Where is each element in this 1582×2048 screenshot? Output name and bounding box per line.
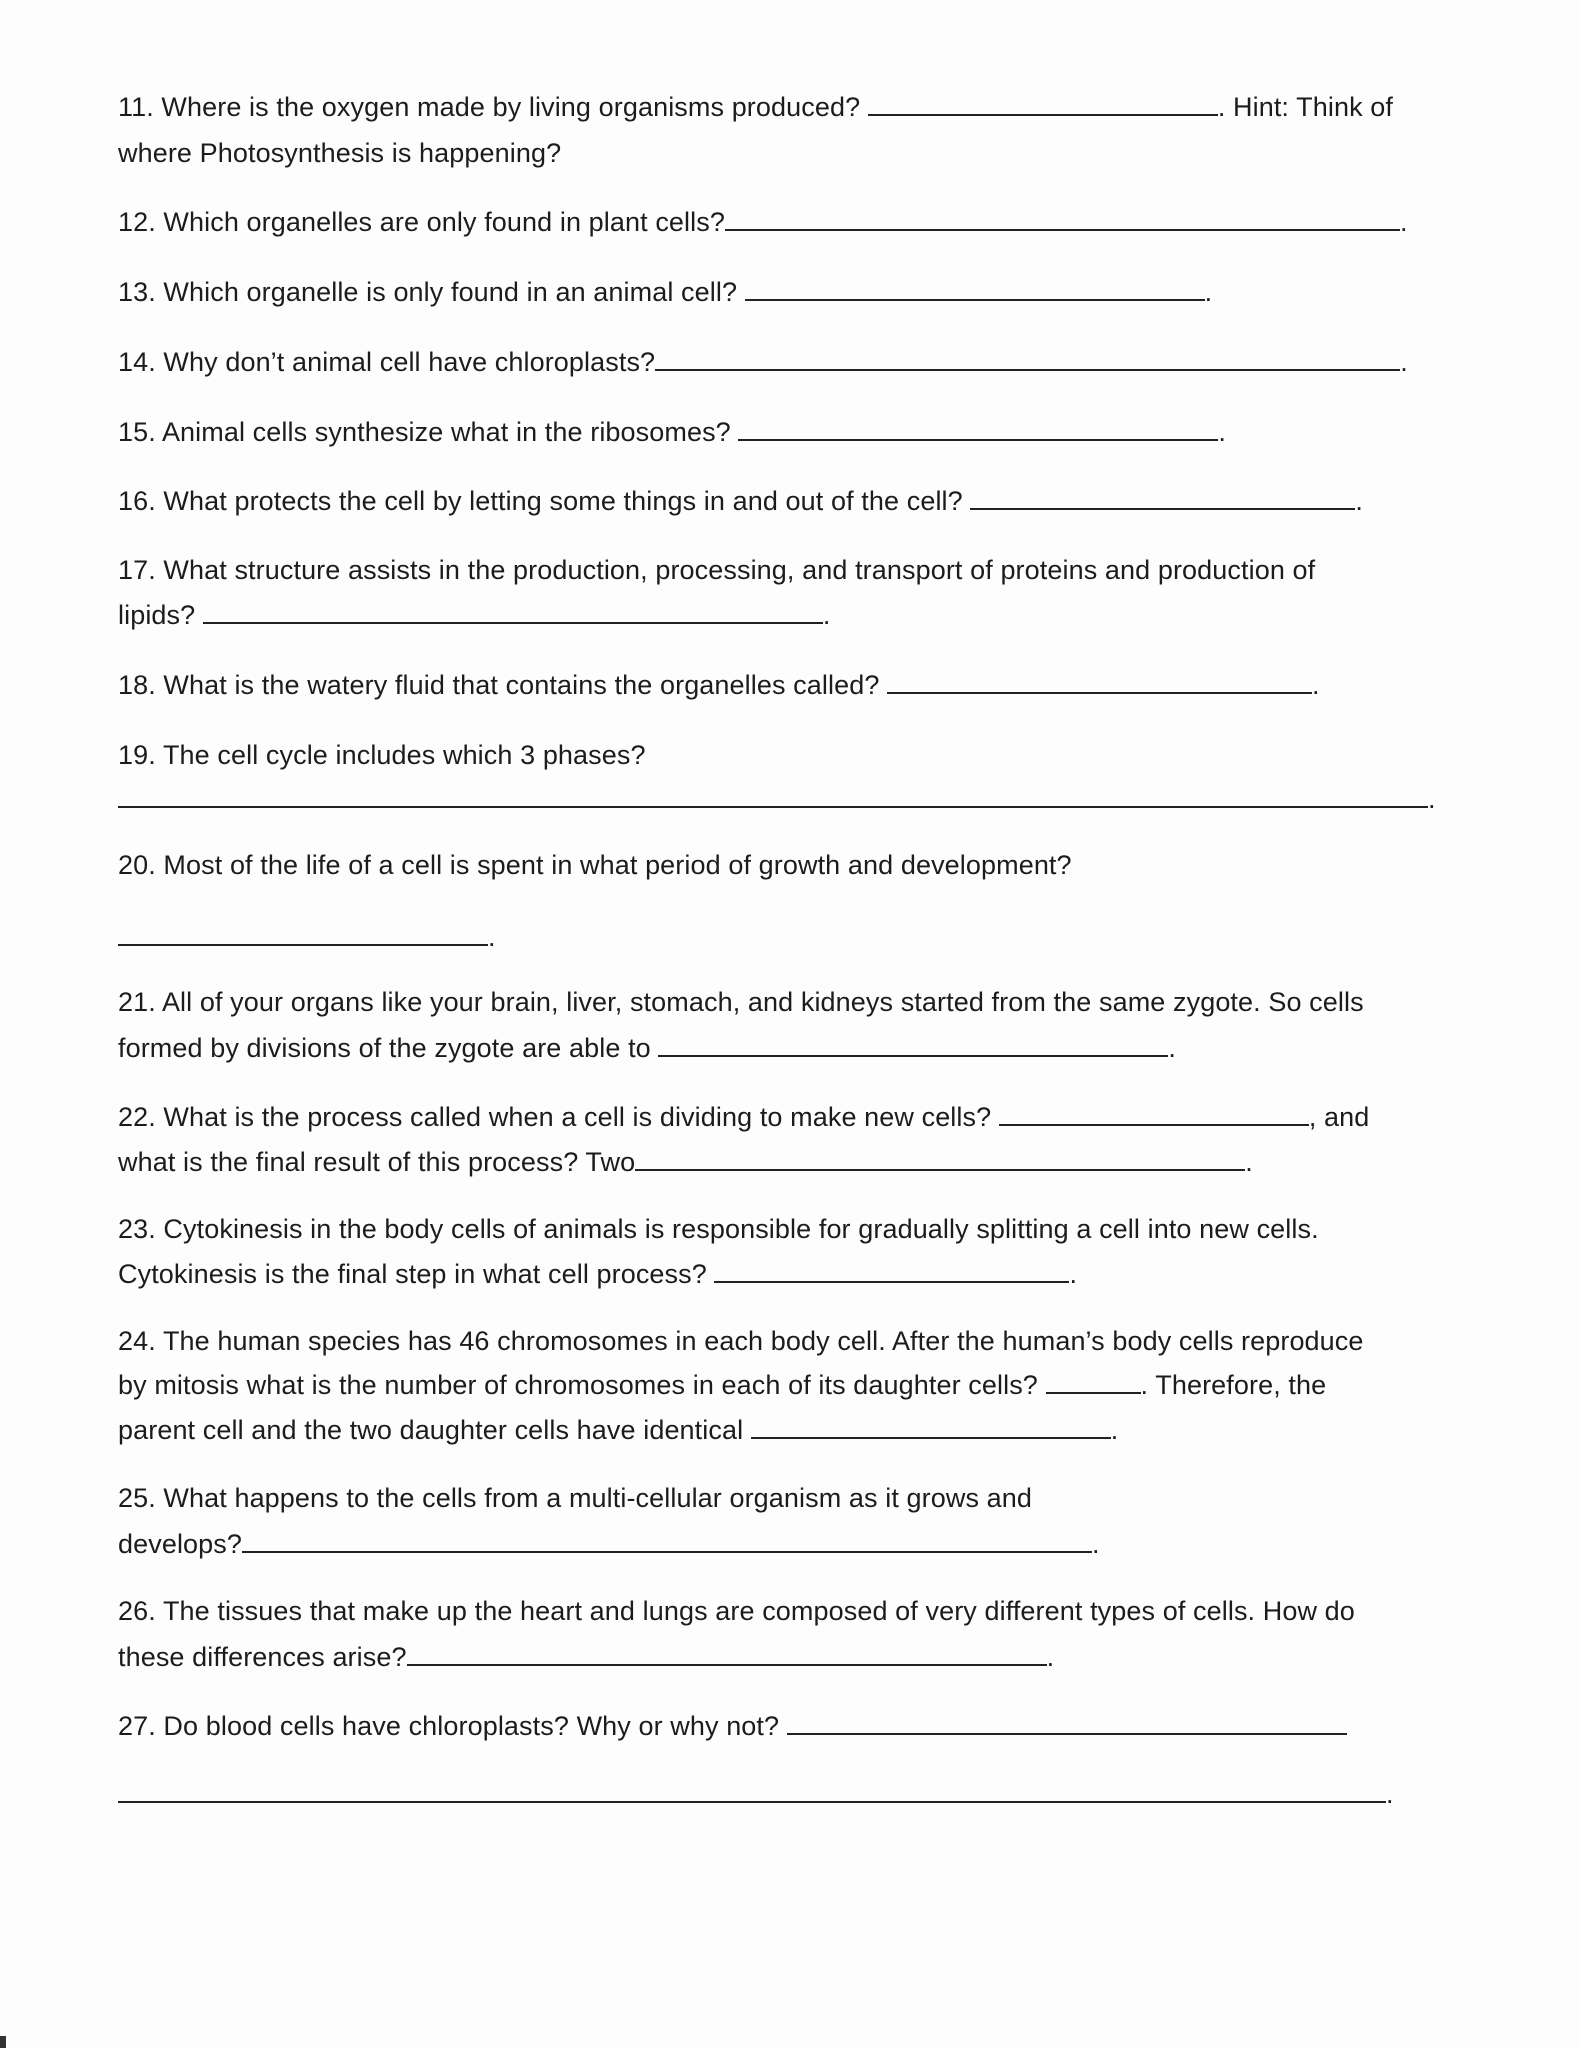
q26-text-cont: these differences arise? (118, 1642, 407, 1672)
q15-period: . (1218, 417, 1227, 447)
q25-period: . (1092, 1529, 1100, 1559)
q11-text: 11. Where is the oxygen made by living organisms produced? (118, 92, 868, 122)
q14-answer-blank[interactable] (655, 347, 1400, 371)
q21-line-1 (118, 985, 1364, 1019)
q19-answer-blank[interactable] (118, 784, 1428, 808)
q26-text: 26. The tissues that make up the heart and lungs are composed of very different types of cells. How do (118, 1596, 1355, 1626)
q23-text: 23. Cytokinesis in the body cells of animals is responsible for gradually splitting a cell into new cells. (118, 1214, 1319, 1244)
q26-line-1 (118, 1594, 1355, 1628)
q17-line-2 (118, 598, 830, 632)
q21-answer-blank[interactable] (658, 1033, 1168, 1057)
q11-hint: . Hint: Think of (1217, 92, 1393, 122)
q14-text: 14. Why don’t animal cell have chloroplasts? (118, 347, 656, 377)
q20-answer-blank[interactable] (118, 922, 488, 946)
q15-text: 15. Animal cells synthesize what in the ribosomes? (118, 417, 739, 447)
q22-text: 22. What is the process called when a cell is dividing to make new cells? (118, 1102, 999, 1132)
q21-period: . (1168, 1033, 1177, 1063)
q27-line-1 (118, 1709, 1347, 1743)
q27-answer-line (118, 1777, 1394, 1811)
q15-answer-blank[interactable] (738, 417, 1218, 441)
q26-line-2 (118, 1640, 1054, 1674)
q23-line-2 (118, 1257, 1077, 1291)
q12-text: 12. Which organelles are only found in plant cells? (118, 207, 725, 237)
q18-answer-blank[interactable] (887, 670, 1312, 694)
q21-line-2 (118, 1031, 1176, 1065)
q18-text: 18. What is the watery fluid that contains the organelles called? (118, 670, 888, 700)
q24-text-end: parent cell and the two daughter cells have identical (118, 1415, 751, 1445)
q23-answer-blank[interactable] (714, 1259, 1069, 1283)
q27-text: 27. Do blood cells have chloroplasts? Why or why not? (118, 1711, 787, 1741)
q12-period: . (1399, 207, 1408, 237)
q19-answer-line (118, 782, 1436, 816)
q18-period: . (1312, 670, 1320, 700)
q13-period: . (1204, 277, 1213, 307)
q20-line (118, 848, 1072, 882)
q25-answer-blank[interactable] (242, 1529, 1092, 1553)
q12-line (118, 205, 1408, 239)
q22-result-blank[interactable] (635, 1147, 1245, 1171)
q11-line-2 (118, 136, 561, 170)
q19-line (118, 738, 646, 772)
q17-answer-blank[interactable] (203, 600, 823, 624)
q17-line-1 (118, 553, 1315, 587)
q22-text-cont: what is the final result of this process? Two (118, 1147, 636, 1177)
q16-period: . (1355, 486, 1363, 516)
q13-line (118, 275, 1212, 309)
q27-answer-blank-2[interactable] (118, 1779, 1386, 1803)
q21-text-cont: formed by divisions of the zygote are able to (118, 1033, 659, 1063)
q17-text-cont: lipids? (118, 600, 203, 630)
q23-line-1 (118, 1212, 1319, 1246)
q19-period: . (1428, 784, 1436, 814)
q11-answer-blank[interactable] (868, 92, 1218, 116)
q12-answer-blank[interactable] (725, 207, 1400, 231)
q19-text: 19. The cell cycle includes which 3 phases? (118, 740, 646, 770)
q16-text: 16. What protects the cell by letting some things in and out of the cell? (118, 486, 971, 516)
q20-period: . (488, 922, 496, 952)
q25-text: 25. What happens to the cells from a multi-cellular organism as it grows and (118, 1483, 1033, 1513)
q22-and: , and (1308, 1102, 1370, 1132)
q11-line-1 (118, 90, 1393, 124)
q11-text-cont: where Photosynthesis is happening? (118, 138, 562, 168)
scan-edge-mark (0, 2036, 6, 2048)
q16-answer-blank[interactable] (970, 486, 1355, 510)
q13-text: 13. Which organelle is only found in an animal cell? (118, 277, 745, 307)
q24-line-2 (118, 1368, 1326, 1402)
q23-period: . (1069, 1259, 1078, 1289)
q15-line (118, 415, 1226, 449)
q21-text: 21. All of your organs like your brain, liver, stomach, and kidneys started from the same zygote. So cells (118, 987, 1364, 1017)
q25-line-1 (118, 1481, 1032, 1515)
q24-number-blank[interactable] (1046, 1370, 1141, 1394)
q20-answer-line (118, 920, 496, 954)
q25-line-2 (118, 1527, 1100, 1561)
q17-text: 17. What structure assists in the production, processing, and transport of proteins and production of (118, 555, 1316, 585)
q22-process-blank[interactable] (999, 1102, 1309, 1126)
q23-text-cont: Cytokinesis is the final step in what cell process? (118, 1259, 715, 1289)
q24-therefore: . Therefore, the (1140, 1370, 1327, 1400)
q24-line-1 (118, 1324, 1364, 1358)
q16-line (118, 484, 1363, 518)
q13-answer-blank[interactable] (745, 277, 1205, 301)
q22-period: . (1245, 1147, 1253, 1177)
q27-answer-blank-1[interactable] (787, 1711, 1347, 1735)
q17-period: . (822, 600, 831, 630)
q24-text-cont: by mitosis what is the number of chromosomes in each of its daughter cells? (118, 1370, 1046, 1400)
q18-line (118, 668, 1320, 702)
q26-period: . (1046, 1642, 1055, 1672)
q22-line-1 (118, 1100, 1369, 1134)
q24-period: . (1110, 1415, 1119, 1445)
q27-period: . (1386, 1779, 1394, 1809)
q25-text-cont: develops? (118, 1529, 242, 1559)
q24-line-3 (118, 1413, 1118, 1447)
q26-answer-blank[interactable] (407, 1642, 1047, 1666)
q14-line (118, 345, 1408, 379)
q24-identical-blank[interactable] (751, 1415, 1111, 1439)
q14-period: . (1400, 347, 1408, 377)
q24-text: 24. The human species has 46 chromosomes in each body cell. After the human’s body cells reproduce (118, 1326, 1364, 1356)
q20-text: 20. Most of the life of a cell is spent in what period of growth and development? (118, 850, 1072, 880)
q22-line-2 (118, 1145, 1253, 1179)
